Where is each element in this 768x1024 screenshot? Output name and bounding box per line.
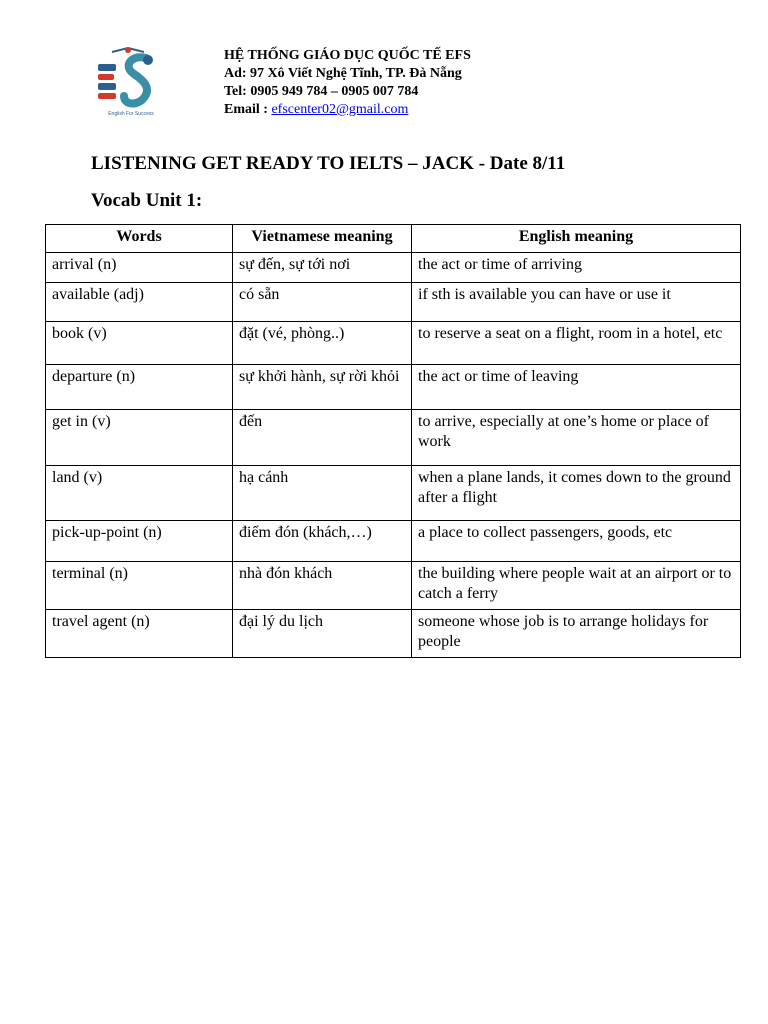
phone: Tel: 0905 949 784 – 0905 007 784 (224, 84, 419, 99)
table-row (46, 562, 741, 610)
table-row (46, 521, 741, 562)
word-cell: terminal (n) (46, 562, 233, 610)
table-row (46, 253, 741, 283)
english-cell: if sth is available you can have or use it (412, 283, 741, 322)
vietnamese-cell: có sẵn (233, 283, 412, 322)
table-header-row (46, 225, 741, 253)
email-label: Email : (224, 102, 272, 117)
header-words: Words (46, 225, 233, 253)
vietnamese-cell: đặt (vé, phòng..) (233, 322, 412, 365)
english-cell: a place to collect passengers, goods, etc (412, 521, 741, 562)
table-row (46, 365, 741, 410)
school-contact-info (224, 47, 471, 119)
english-cell: to arrive, especially at one’s home or place of work (412, 410, 741, 466)
english-cell: someone whose job is to arrange holidays for people (412, 610, 741, 658)
header-english-meaning: English meaning (412, 225, 741, 253)
vocab-table (45, 224, 741, 658)
header-vietnamese-meaning: Vietnamese meaning (233, 225, 412, 253)
word-cell: get in (v) (46, 410, 233, 466)
vietnamese-cell: nhà đón khách (233, 562, 412, 610)
table-row (46, 466, 741, 521)
email-line (224, 101, 471, 119)
word-cell: travel agent (n) (46, 610, 233, 658)
table-row (46, 322, 741, 365)
unit-title: Vocab Unit 1: (91, 190, 203, 211)
vietnamese-cell: sự đến, sự tới nơi (233, 253, 412, 283)
email-link[interactable]: efscenter02@gmail.com (271, 102, 409, 117)
vietnamese-cell: điểm đón (khách,…) (233, 521, 412, 562)
document-title: LISTENING GET READY TO IELTS – JACK - Date 8/11 (91, 153, 566, 174)
english-cell: the act or time of arriving (412, 253, 741, 283)
efs-logo (94, 44, 168, 118)
english-cell: when a plane lands, it comes down to the ground after a flight (412, 466, 741, 521)
table-row (46, 410, 741, 466)
word-cell: land (v) (46, 466, 233, 521)
vietnamese-cell: hạ cánh (233, 466, 412, 521)
word-cell: book (v) (46, 322, 233, 365)
logo-caption: English For Success (108, 111, 154, 117)
word-cell: departure (n) (46, 365, 233, 410)
word-cell: pick-up-point (n) (46, 521, 233, 562)
org-name: HỆ THỐNG GIÁO DỤC QUỐC TẾ EFS (224, 48, 471, 63)
table-row (46, 610, 741, 658)
word-cell: arrival (n) (46, 253, 233, 283)
efs-logo-graphic (94, 44, 168, 118)
vietnamese-cell: đại lý du lịch (233, 610, 412, 658)
word-cell: available (adj) (46, 283, 233, 322)
vietnamese-cell: đến (233, 410, 412, 466)
english-cell: the building where people wait at an airport or to catch a ferry (412, 562, 741, 610)
english-cell: the act or time of leaving (412, 365, 741, 410)
table-row (46, 283, 741, 322)
vietnamese-cell: sự khởi hành, sự rời khỏi (233, 365, 412, 410)
english-cell: to reserve a seat on a flight, room in a hotel, etc (412, 322, 741, 365)
address: Ad: 97 Xô Viết Nghệ Tĩnh, TP. Đà Nẵng (224, 66, 462, 81)
